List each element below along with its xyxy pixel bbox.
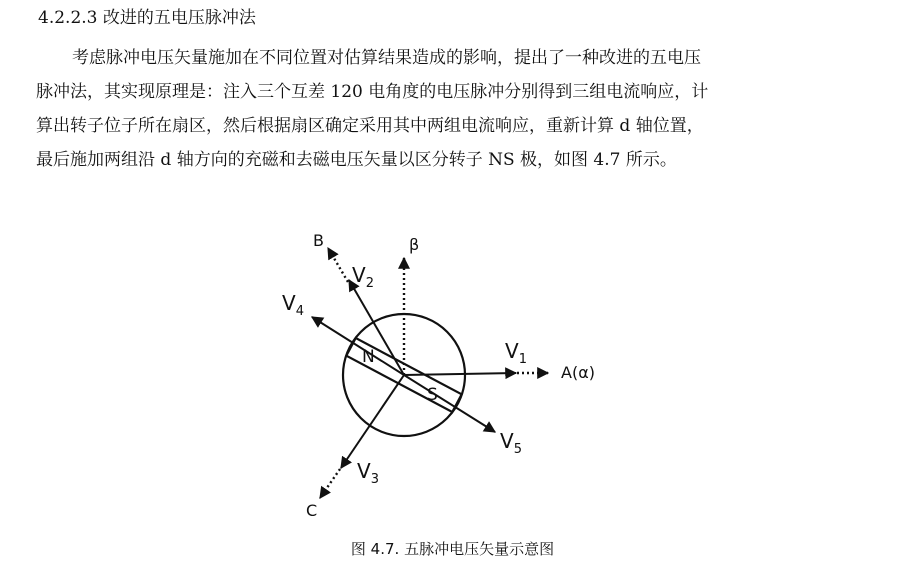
figure-caption: 图 4.7. 五脉冲电压矢量示意图 bbox=[350, 540, 555, 558]
v3-vector bbox=[341, 375, 404, 468]
c-axis-dotted bbox=[320, 469, 340, 498]
b-axis-label: B bbox=[313, 231, 324, 250]
beta-axis-label: β bbox=[409, 235, 420, 254]
v4-vector bbox=[312, 317, 404, 375]
v2-label: $V_2$ bbox=[352, 263, 374, 291]
section-heading bbox=[38, 6, 256, 30]
paragraph-line-2: 脉冲法，其实现原理是：注入三个互差 120 电角度的电压脉冲分别得到三组电流响应，计 bbox=[36, 82, 709, 102]
v5-vector bbox=[404, 375, 495, 432]
section-number: 4.2.2.3 bbox=[38, 8, 98, 28]
section-title: 改进的五电压脉冲法 bbox=[102, 8, 256, 28]
v5-label: $V_5$ bbox=[500, 429, 522, 457]
v4-label: $V_4$ bbox=[282, 291, 304, 319]
south-pole-label: S bbox=[427, 385, 438, 405]
v3-label: $V_3$ bbox=[357, 459, 379, 487]
voltage-vector-diagram bbox=[0, 210, 905, 530]
a-axis-label: A(α) bbox=[561, 363, 595, 382]
north-pole-label: N bbox=[362, 347, 375, 367]
v1-label: $V_1$ bbox=[505, 339, 527, 367]
paragraph-line-3: 算出转子位子所在扇区，然后根据扇区确定采用其中两组电流响应，重新计算 d 轴位置， bbox=[36, 116, 704, 136]
body-paragraph bbox=[36, 41, 876, 177]
paragraph-line-1: 考虑脉冲电压矢量施加在不同位置对估算结果造成的影响，提出了一种改进的五电压 bbox=[72, 48, 701, 68]
paragraph-line-4: 最后施加两组沿 d 轴方向的充磁和去磁电压矢量以区分转子 NS 极，如图 4.7 所示。 bbox=[36, 150, 677, 170]
c-axis-label: C bbox=[306, 501, 318, 520]
b-axis-dotted bbox=[328, 248, 348, 282]
